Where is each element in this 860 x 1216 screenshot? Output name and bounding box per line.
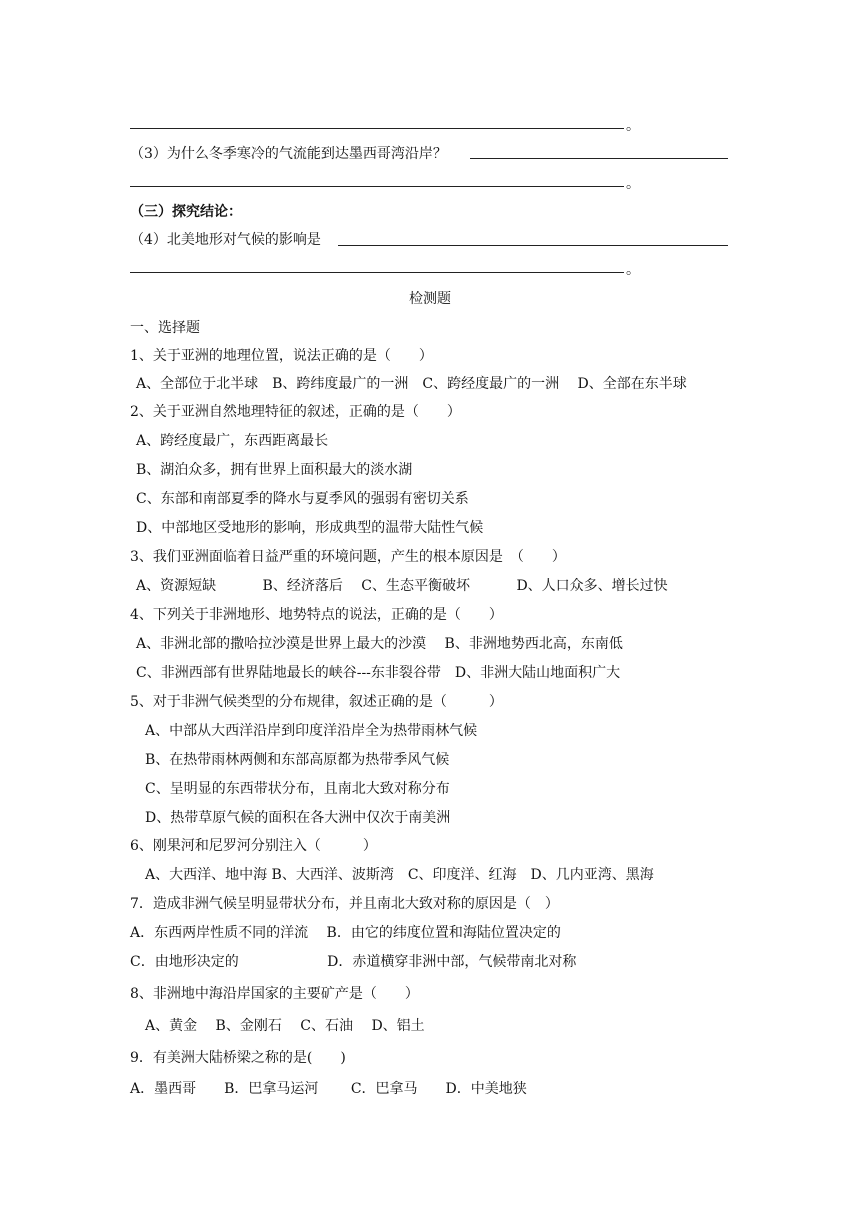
answer-blank-line[interactable] [130, 272, 624, 273]
question-5-option-c: C、呈明显的东西带状分布，且南北大致对称分布 [145, 781, 450, 797]
question-5-option-a: A、中部从大西洋沿岸到印度洋沿岸全为热带雨林气候 [145, 723, 478, 739]
question-8-stem: 8、非洲地中海沿岸国家的主要矿产是（ ） [130, 986, 419, 1002]
answer-blank-line[interactable] [130, 186, 624, 187]
part-heading: 一、选择题 [130, 320, 200, 336]
question-6-stem: 6、刚果河和尼罗河分别注入（ ） [130, 838, 377, 854]
question-4-text: （4）北美地形对气候的影响是 [130, 232, 321, 248]
question-4-option-cd: C、非洲西部有世界陆地最长的峡谷---东非裂谷带 D、非洲大陆山地面积广大 [136, 665, 621, 681]
question-4-option-ab: A、非洲北部的撒哈拉沙漠是世界上最大的沙漠 B、非洲地势西北高，东南低 [136, 636, 623, 652]
question-9-options: A．墨西哥 B．巴拿马运河 C．巴拿马 D．中美地狭 [130, 1081, 527, 1097]
question-5-option-d: D、热带草原气候的面积在各大洲中仅次于南美洲 [145, 810, 451, 826]
question-3-text: （3）为什么冬季寒冷的气流能到达墨西哥湾沿岸？ [130, 146, 447, 162]
answer-blank-line[interactable] [338, 245, 728, 246]
end-mark: 。 [626, 176, 640, 192]
question-7-option-ab: A．东西两岸性质不同的洋流 B．由它的纬度位置和海陆位置决定的 [130, 925, 561, 941]
end-mark: 。 [626, 262, 640, 278]
question-1-stem: 1、关于亚洲的地理位置，说法正确的是（ ） [130, 348, 433, 364]
question-3-options: A、资源短缺 B、经济落后 C、生态平衡破坏 D、人口众多、增长过快 [136, 578, 668, 594]
question-7-stem: 7．造成非洲气候呈明显带状分布，并且南北大致对称的原因是（ ） [130, 896, 559, 912]
question-2-option-c: C、东部和南部夏季的降水与夏季风的强弱有密切关系 [136, 491, 469, 507]
question-5-option-b: B、在热带雨林两侧和东部高原都为热带季风气候 [145, 752, 450, 768]
question-5-stem: 5、对于非洲气候类型的分布规律，叙述正确的是（ ） [130, 694, 503, 710]
question-3-stem: 3、我们亚洲面临着日益严重的环境问题，产生的根本原因是 （ ） [130, 549, 566, 565]
question-9-stem: 9．有美洲大陆桥梁之称的是( ) [130, 1050, 346, 1066]
question-2-option-a: A、跨经度最广，东西距离最长 [136, 433, 329, 449]
question-2-option-d: D、中部地区受地形的影响，形成典型的温带大陆性气候 [136, 520, 484, 536]
question-6-options: A、大西洋、地中海 B、大西洋、波斯湾 C、印度洋、红海 D、几内亚湾、黑海 [145, 867, 654, 883]
section-heading-conclusion: （三）探究结论： [130, 204, 242, 220]
question-2-stem: 2、关于亚洲自然地理特征的叙述，正确的是（ ） [130, 404, 461, 420]
answer-blank-line[interactable] [130, 128, 624, 129]
question-2-option-b: B、湖泊众多，拥有世界上面积最大的淡水湖 [136, 462, 413, 478]
question-7-option-cd: C．由地形决定的 D．赤道横穿非洲中部，气候带南北对称 [130, 954, 577, 970]
test-title: 检测题 [409, 291, 451, 307]
question-8-options: A、黄金 B、金刚石 C、石油 D、铝土 [145, 1018, 425, 1034]
answer-blank-line[interactable] [470, 158, 728, 159]
question-4-stem: 4、下列关于非洲地形、地势特点的说法，正确的是（ ） [130, 607, 503, 623]
end-mark: 。 [626, 118, 640, 134]
question-1-options: A、全部位于北半球 B、跨纬度最广的一洲 C、跨经度最广的一洲 D、全部在东半球 [136, 376, 687, 392]
